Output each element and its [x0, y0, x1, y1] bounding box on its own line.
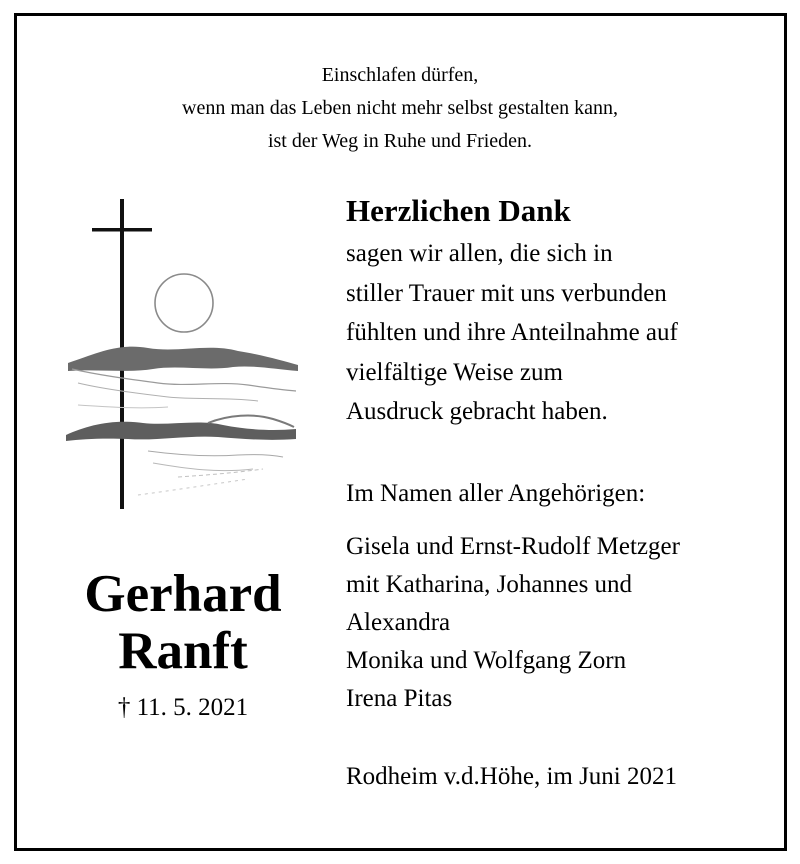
thanks-heading: Herzlichen Dank — [346, 193, 571, 228]
thanks-line: Ausdruck gebracht haben. — [346, 398, 608, 425]
moon-icon — [155, 274, 213, 332]
place-and-date: Rodheim v.d.Höhe, im Juni 2021 — [346, 763, 678, 790]
thanks-column — [346, 189, 766, 796]
deceased-name — [38, 566, 328, 680]
closing-line: Im Namen aller Angehörigen: — [346, 479, 646, 507]
thanks-line: stiller Trauer mit uns verbunden — [346, 279, 667, 307]
last-name: Ranft — [118, 622, 248, 680]
thanks-line: vielfältige Weise zum — [346, 358, 563, 386]
death-date: † 11. 5. 2021 — [117, 694, 249, 721]
landscape-drawing — [66, 347, 298, 495]
motto-line: ist der Weg in Ruhe und Frieden. — [267, 130, 533, 152]
thanks-line: sagen wir allen, die sich in — [346, 240, 613, 267]
family-line: mit Katharina, Johannes und — [346, 571, 633, 598]
family-line: Gisela und Ernst-Rudolf Metzger — [346, 533, 680, 560]
first-name: Gerhard — [84, 565, 282, 623]
family-names — [346, 528, 766, 718]
motto-line: wenn man das Leben nicht mehr selbst gestalten kann, — [182, 97, 618, 119]
family-line: Alexandra — [346, 609, 451, 636]
thanks-line: fühlten und ihre Anteilnahme auf — [346, 319, 678, 346]
family-line: Monika und Wolfgang Zorn — [346, 647, 627, 674]
motto-line: Einschlafen dürfen, — [321, 64, 479, 86]
motto-verse — [0, 59, 800, 158]
family-line: Irena Pitas — [346, 685, 453, 712]
cross-landscape-illustration — [58, 193, 308, 518]
